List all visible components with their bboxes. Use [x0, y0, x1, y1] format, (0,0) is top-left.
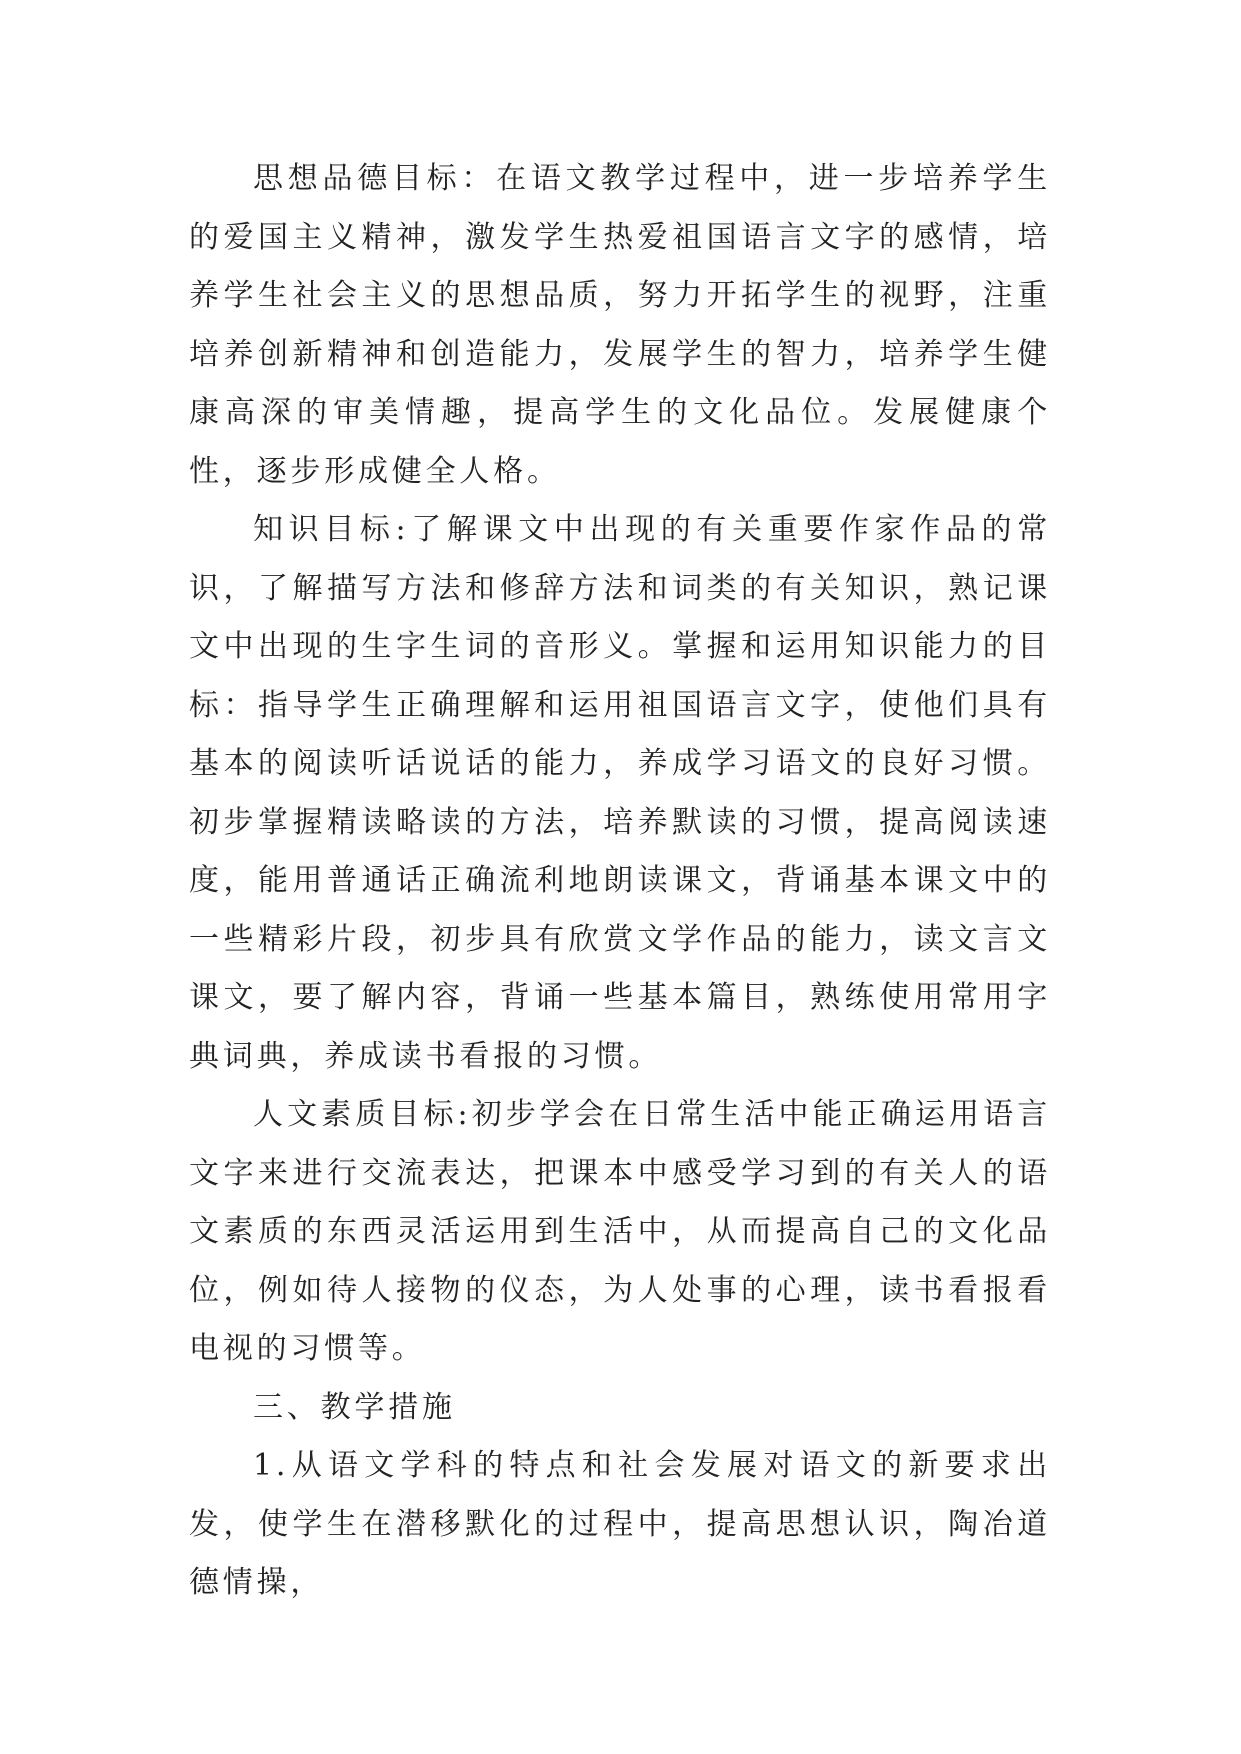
paragraph-measure-1: 1.从语文学科的特点和社会发展对语文的新要求出发，使学生在潜移默化的过程中，提高思想认识，陶冶道德情操，: [189, 1448, 1051, 1600]
paragraph-humanistic-goals: 人文素质目标:初步学会在日常生活中能正确运用语言文字来进行交流表达，把课本中感受学习到的有关人的语文素质的东西灵活运用到生活中，从而提高自己的文化品位，例如待人接物的仪态，为人处事的心理，读书看报看电视的习惯等。: [189, 1097, 1051, 1366]
document-body: [189, 150, 1051, 1613]
paragraph-moral-goals: 思想品德目标：在语文教学过程中，进一步培养学生的爱国主义精神，激发学生热爱祖国语言文字的感情，培养学生社会主义的思想品质，努力开拓学生的视野，注重培养创新精神和创造能力，发展学生的智力，培养学生健康高深的审美情趣，提高学生的文化品位。发展健康个性，逐步形成健全人格。: [189, 161, 1051, 489]
section-heading-teaching-measures: 三、教学措施: [253, 1389, 456, 1425]
paragraph-knowledge-goals: 知识目标:了解课文中出现的有关重要作家作品的常识，了解描写方法和修辞方法和词类的有关知识，熟记课文中出现的生字生词的音形义。掌握和运用知识能力的目标：指导学生正确理解和运用祖国语言文字，使他们具有基本的阅读听话说话的能力，养成学习语文的良好习惯。初步掌握精读略读的方法，培养默读的习惯，提高阅读速度，能用普通话正确流利地朗读课文，背诵基本课文中的一些精彩片段，初步具有欣赏文学作品的能力，读文言文课文，要了解内容，背诵一些基本篇目，熟练使用常用字典词典，养成读书看报的习惯。: [189, 512, 1051, 1074]
